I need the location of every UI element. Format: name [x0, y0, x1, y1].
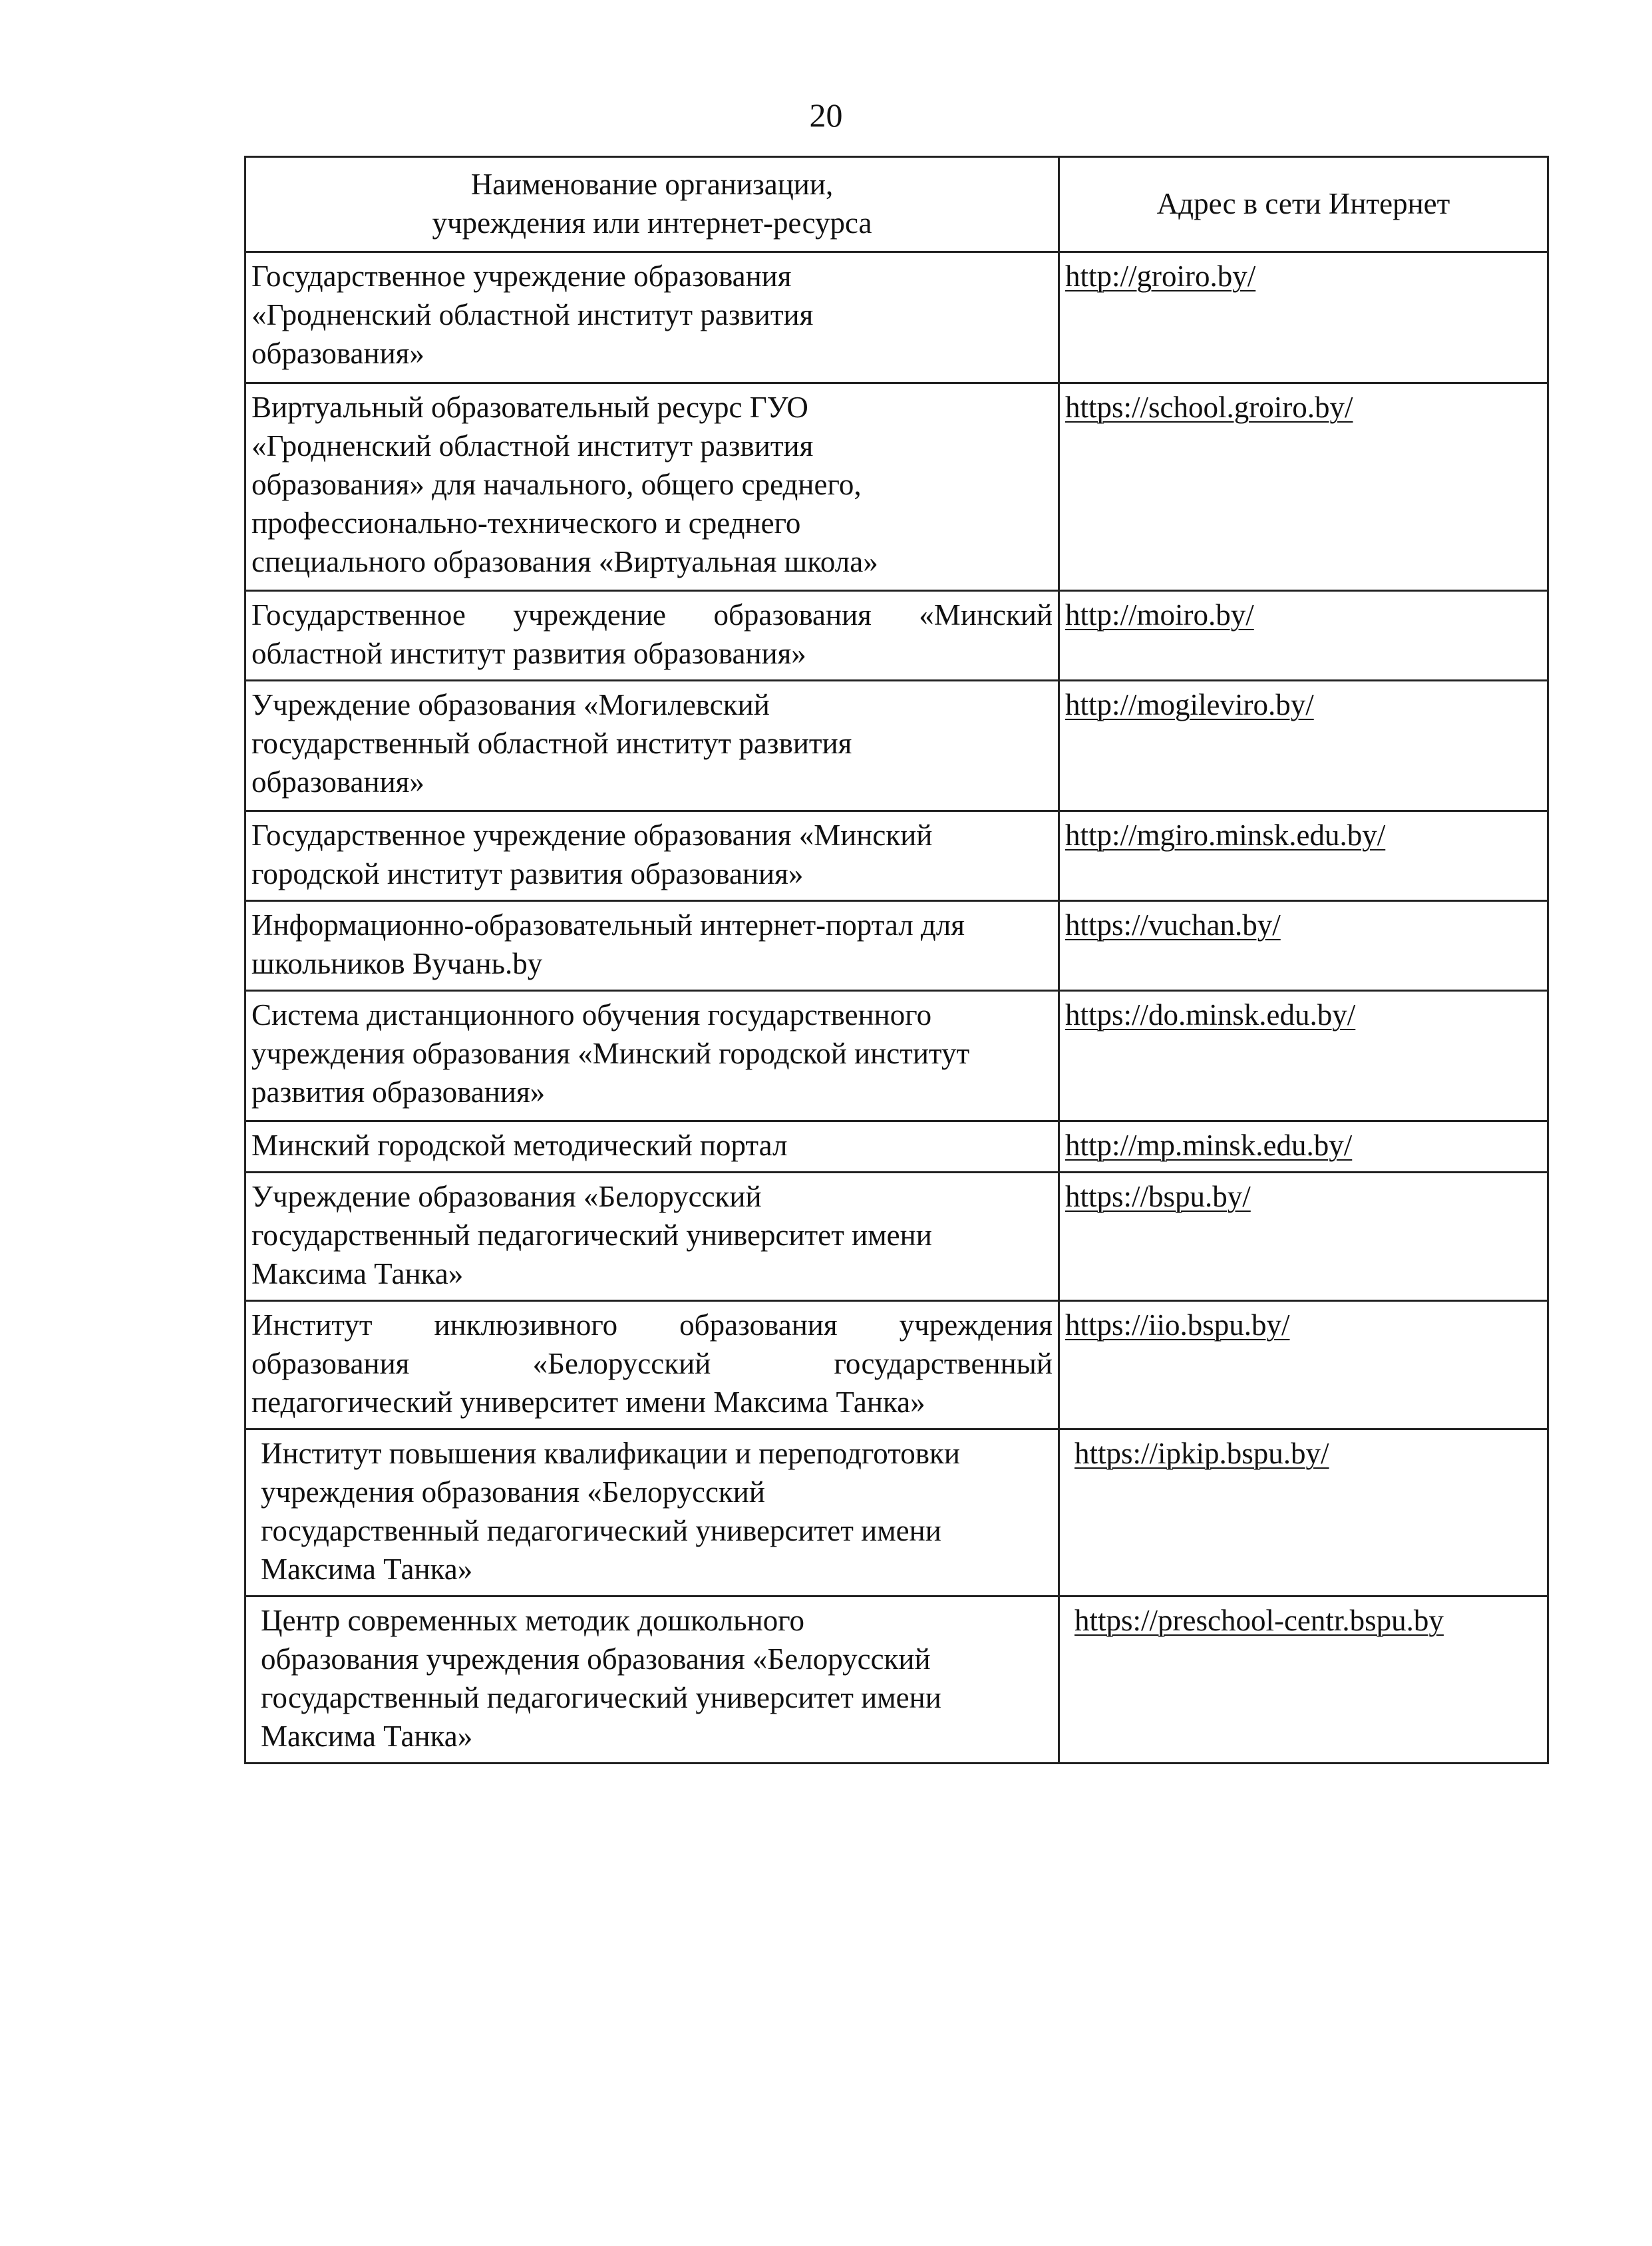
- text-line: образования»: [251, 337, 424, 370]
- text-line: Центр современных методик дошкольного: [261, 1604, 805, 1637]
- text-line: государственный педагогический университет имени: [261, 1514, 941, 1547]
- header-internet-address: Адрес в сети Интернет: [1059, 157, 1548, 252]
- internet-address-cell: [1059, 681, 1548, 811]
- resource-link[interactable]: http://moiro.by/: [1065, 598, 1254, 632]
- resource-link[interactable]: https://school.groiro.by/: [1065, 391, 1353, 424]
- text-line: Институт повышения квалификации и переподготовки: [261, 1437, 960, 1470]
- header-organization-name: [246, 157, 1059, 252]
- organization-name-cell: [246, 811, 1059, 901]
- text-line: Максима Танка»: [251, 1257, 464, 1290]
- text-line: Информационно-образовательный интернет-портал для: [251, 908, 965, 942]
- organization-name-cell: [246, 252, 1059, 383]
- text-line: областной институт развития образования»: [251, 637, 806, 670]
- internet-address-cell: [1059, 1596, 1548, 1764]
- table-row: [246, 1121, 1548, 1173]
- text-line: учреждения образования «Минский городской институт: [251, 1037, 970, 1070]
- text-line: образования «Белорусский государственный: [251, 1347, 1053, 1380]
- text-line: школьников Вучань.by: [251, 947, 543, 980]
- text-line: Учреждение образования «Могилевский: [251, 688, 770, 721]
- resource-link[interactable]: https://do.minsk.edu.by/: [1065, 998, 1356, 1031]
- text-line: Государственное учреждение образования: [251, 260, 792, 293]
- organization-name-cell: [246, 681, 1059, 811]
- text-line: государственный педагогический университет имени: [261, 1681, 941, 1714]
- text-line: образования»: [251, 765, 424, 799]
- resources-table: [244, 156, 1549, 1764]
- text-line: Система дистанционного обучения государственного: [251, 998, 932, 1031]
- organization-name-cell: [246, 1301, 1059, 1429]
- organization-name-cell: [246, 1173, 1059, 1301]
- table-row: [246, 811, 1548, 901]
- internet-address-cell: [1059, 252, 1548, 383]
- text-line: Государственное учреждение образования «Минский: [251, 819, 933, 852]
- text-line: Минский городской методический портал: [251, 1129, 788, 1162]
- organization-name-cell: [246, 901, 1059, 991]
- text-line: государственный педагогический университет имени: [251, 1218, 932, 1252]
- table-row: [246, 591, 1548, 681]
- text-line: учреждения образования «Белорусский: [261, 1475, 765, 1509]
- table-row: [246, 252, 1548, 383]
- text-line: Виртуальный образовательный ресурс ГУО: [251, 391, 808, 424]
- table-row: [246, 1173, 1548, 1301]
- table-row: [246, 991, 1548, 1121]
- text-line: Учреждение образования «Белорусский: [251, 1180, 762, 1213]
- table-row: [246, 1429, 1548, 1596]
- text-line: образования» для начального, общего среднего,: [251, 468, 862, 501]
- internet-address-cell: [1059, 1173, 1548, 1301]
- resource-link[interactable]: http://mogileviro.by/: [1065, 688, 1314, 721]
- resource-link[interactable]: https://ipkip.bspu.by/: [1074, 1437, 1329, 1470]
- text-line: «Гродненский областной институт развития: [251, 298, 814, 331]
- resource-link[interactable]: https://iio.bspu.by/: [1065, 1308, 1290, 1342]
- internet-address-cell: [1059, 1429, 1548, 1596]
- table-row: [246, 383, 1548, 591]
- resource-link[interactable]: https://bspu.by/: [1065, 1180, 1251, 1213]
- organization-name-cell: [246, 991, 1059, 1121]
- table-row: [246, 901, 1548, 991]
- text-line: городской институт развития образования»: [251, 857, 804, 890]
- internet-address-cell: [1059, 383, 1548, 591]
- organization-name-cell: [246, 1596, 1059, 1764]
- text-line: специального образования «Виртуальная школа»: [251, 545, 878, 578]
- text-line: Государственное учреждение образования «Минский: [251, 598, 1053, 632]
- resource-link[interactable]: http://groiro.by/: [1065, 260, 1256, 293]
- internet-address-cell: [1059, 991, 1548, 1121]
- organization-name-cell: [246, 591, 1059, 681]
- resource-link[interactable]: https://vuchan.by/: [1065, 908, 1281, 942]
- resource-link[interactable]: https://preschool-centr.bspu.by: [1074, 1604, 1444, 1637]
- table-row: [246, 1301, 1548, 1429]
- header-name-line-1: Наименование организации,: [470, 168, 834, 201]
- table-header-row: [246, 157, 1548, 252]
- text-line: государственный областной институт развития: [251, 727, 852, 760]
- organization-name-cell: [246, 1429, 1059, 1596]
- text-line: профессионально-технического и среднего: [251, 506, 801, 540]
- organization-name-cell: [246, 1121, 1059, 1173]
- resource-link[interactable]: http://mp.minsk.edu.by/: [1065, 1129, 1353, 1162]
- text-line: Максима Танка»: [261, 1553, 473, 1586]
- text-line: образования учреждения образования «Белорусский: [261, 1642, 931, 1676]
- resource-link[interactable]: http://mgiro.minsk.edu.by/: [1065, 819, 1386, 852]
- text-line: педагогический университет имени Максима Танка»: [251, 1386, 925, 1419]
- text-line: Максима Танка»: [261, 1720, 473, 1753]
- header-name-line-2: учреждения или интернет-ресурса: [432, 206, 872, 240]
- text-line: «Гродненский областной институт развития: [251, 429, 814, 463]
- internet-address-cell: [1059, 1301, 1548, 1429]
- internet-address-cell: [1059, 901, 1548, 991]
- text-line: развития образования»: [251, 1075, 546, 1109]
- internet-address-cell: [1059, 591, 1548, 681]
- table-row: [246, 1596, 1548, 1764]
- text-line: Институт инклюзивного образования учреждения: [251, 1308, 1053, 1342]
- table-row: [246, 681, 1548, 811]
- internet-address-cell: [1059, 811, 1548, 901]
- page-number: 20: [809, 96, 843, 134]
- internet-address-cell: [1059, 1121, 1548, 1173]
- organization-name-cell: [246, 383, 1059, 591]
